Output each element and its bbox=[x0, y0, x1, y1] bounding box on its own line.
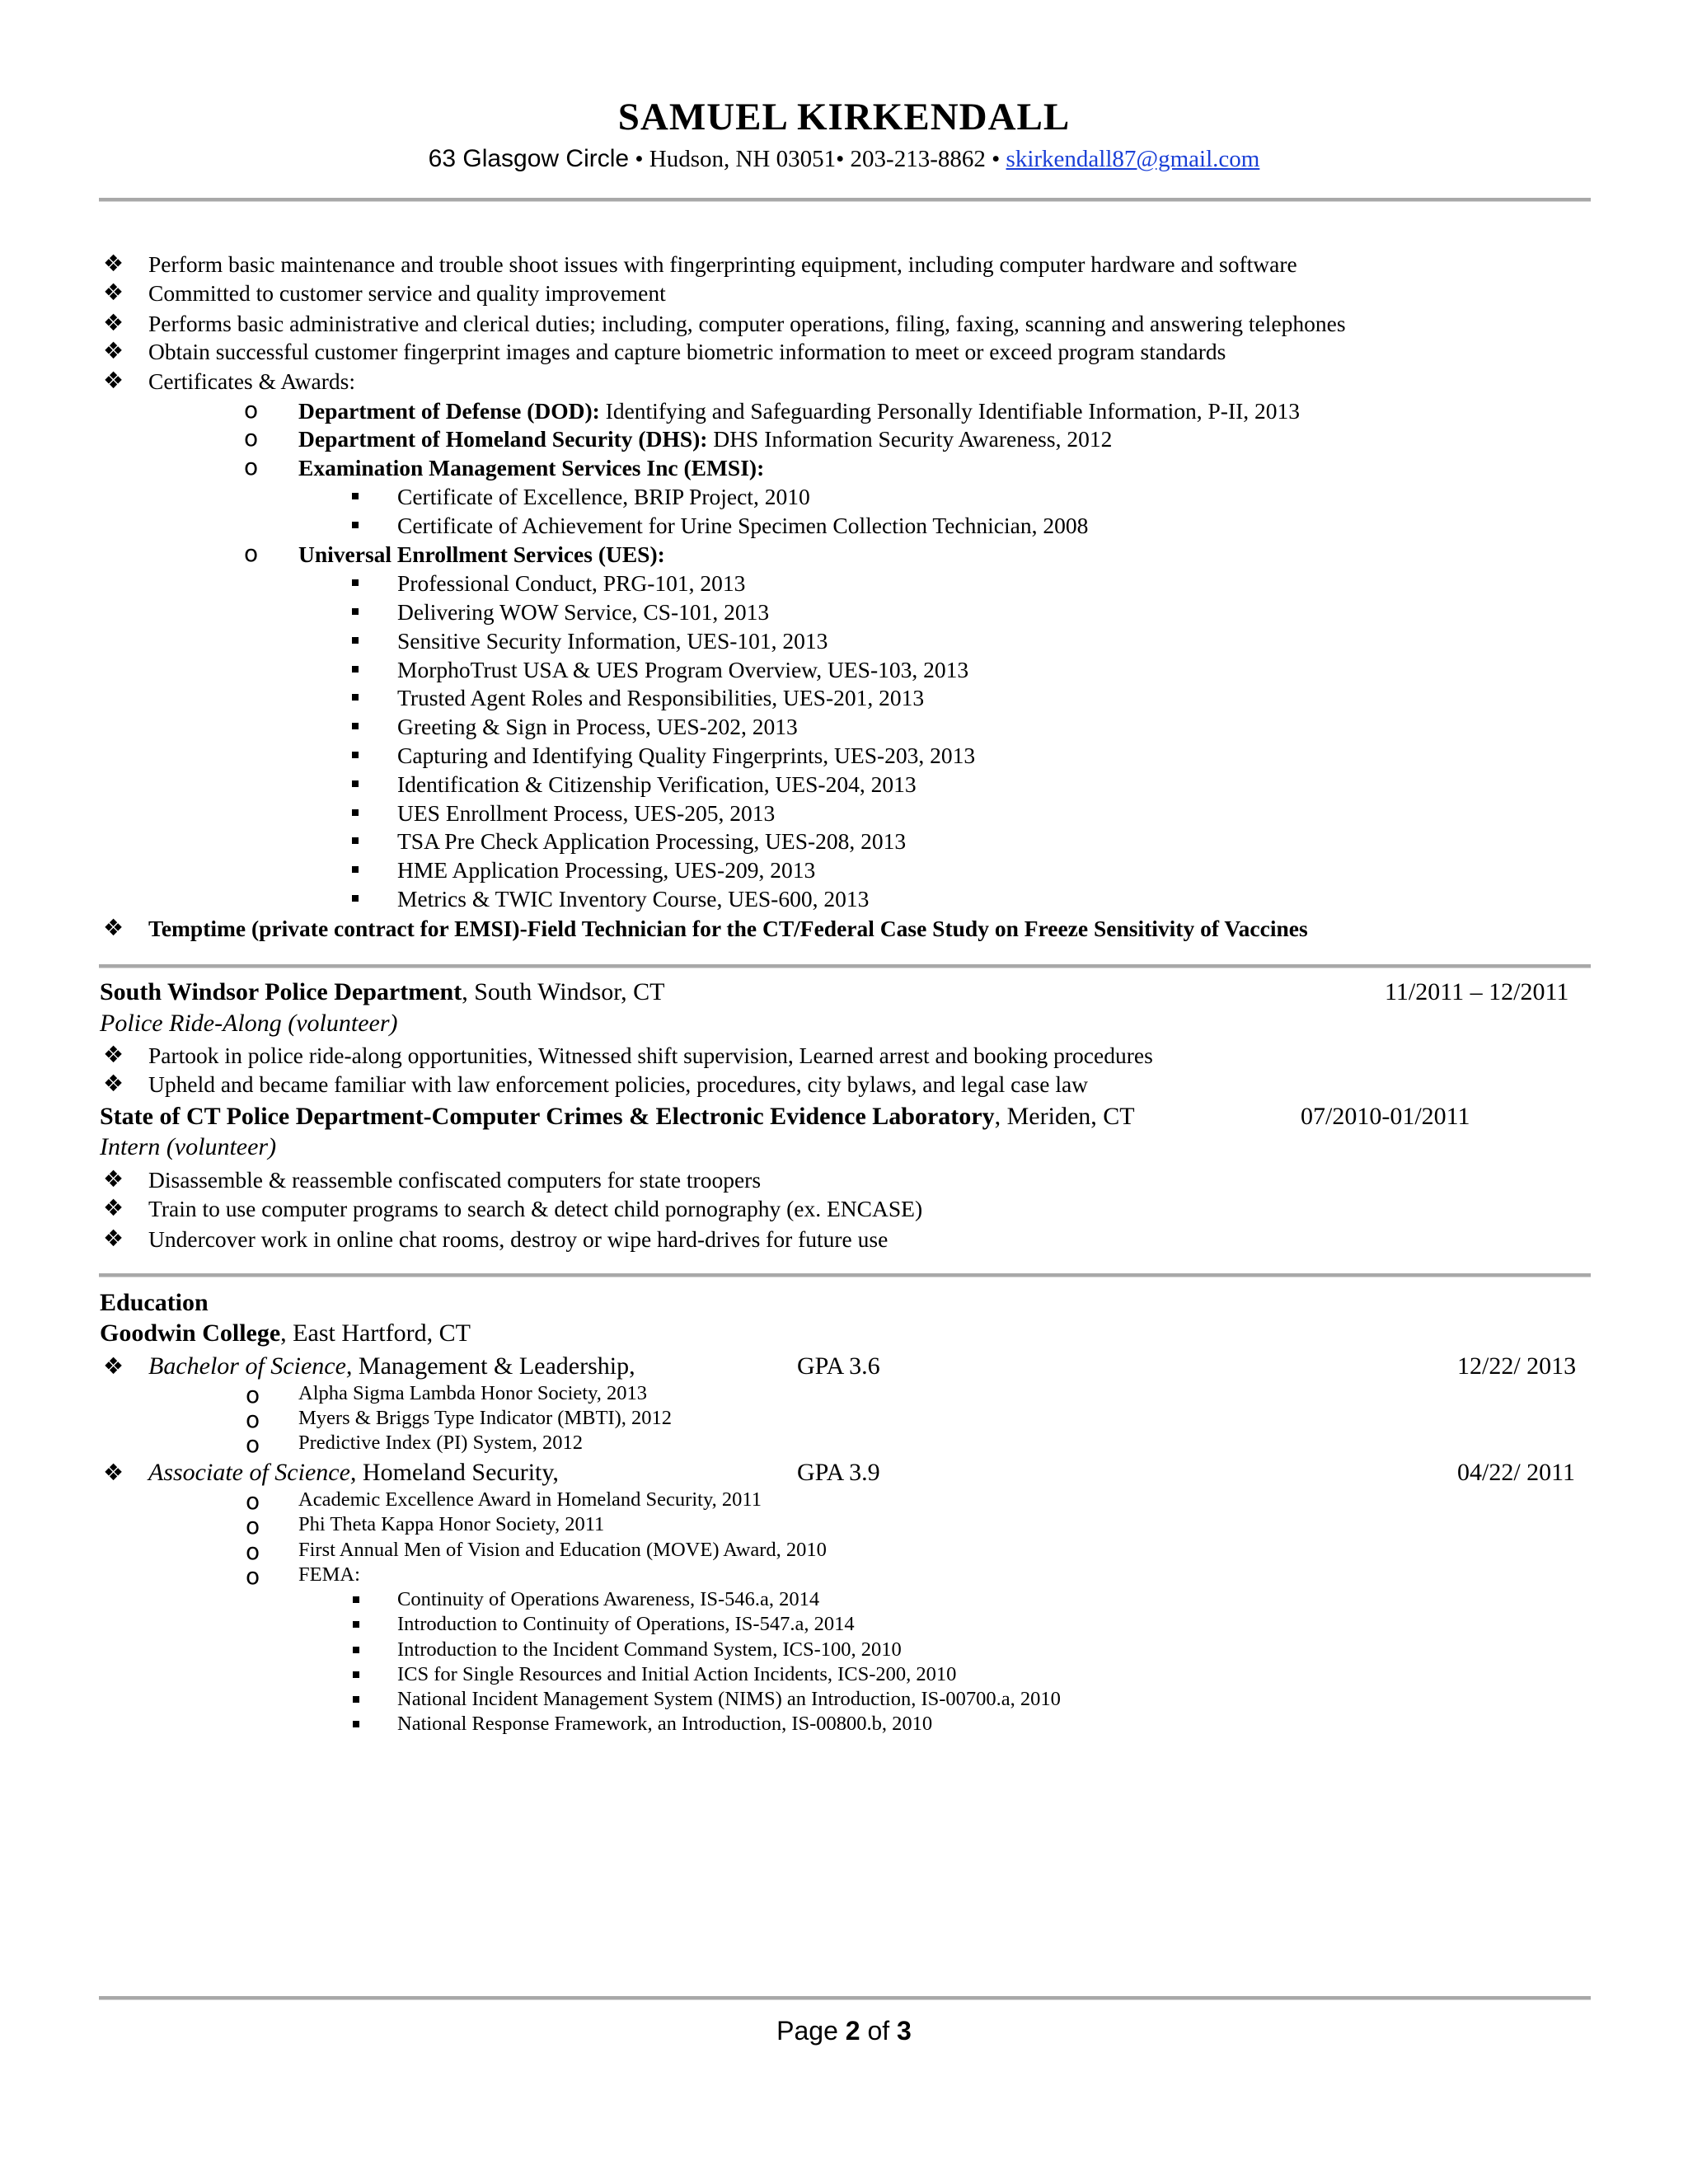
street-address: 63 Glasgow Circle bbox=[428, 145, 630, 172]
diamond-bullet-icon: ❖ bbox=[103, 337, 124, 364]
cert-subitem: Greeting & Sign in Process, UES-202, 2013 bbox=[397, 714, 798, 739]
square-bullet-icon bbox=[352, 780, 359, 787]
honor-item: Phi Theta Kappa Honor Society, 2011 bbox=[298, 1513, 605, 1535]
job-bullet: Upheld and became familiar with law enforcement policies, procedures, city bylaws, and legal case law bbox=[148, 1071, 1089, 1097]
diamond-bullet-icon: ❖ bbox=[103, 1459, 124, 1486]
degree-gpa: GPA 3.6 bbox=[797, 1352, 880, 1380]
footer-divider bbox=[99, 1996, 1591, 2000]
job-location: , Meriden, CT bbox=[994, 1103, 1135, 1130]
job-role: Police Ride-Along (volunteer) bbox=[100, 1010, 398, 1037]
cert-subitem: Certificate of Achievement for Urine Specimen Collection Technician, 2008 bbox=[397, 513, 1089, 538]
cert-org: Department of Defense (DOD): bbox=[298, 398, 600, 424]
employer-name: State of CT Police Department-Computer Crimes & Electronic Evidence Laboratory bbox=[100, 1103, 995, 1130]
cert-subitem: Trusted Agent Roles and Responsibilities, UES-201, 2013 bbox=[397, 685, 925, 710]
honor-item: FEMA: bbox=[298, 1563, 360, 1586]
square-bullet-icon bbox=[352, 723, 359, 729]
square-bullet-icon bbox=[352, 809, 359, 816]
circle-bullet-icon: o bbox=[244, 453, 259, 480]
page-of: of bbox=[860, 2016, 898, 2046]
job-heading bbox=[100, 980, 664, 1005]
diamond-bullet-icon: ❖ bbox=[103, 1070, 124, 1097]
cert-subitem: Sensitive Security Information, UES-101, 2013 bbox=[397, 628, 828, 654]
honor-item: Alpha Sigma Lambda Honor Society, 2013 bbox=[298, 1382, 648, 1404]
separator: • bbox=[836, 146, 851, 172]
degree-title: Associate of Science, bbox=[148, 1459, 357, 1486]
degree-field: Management & Leadership, bbox=[352, 1352, 635, 1380]
separator: • bbox=[985, 146, 1006, 172]
honor-item: First Annual Men of Vision and Education (MOVE) Award, 2010 bbox=[298, 1539, 827, 1561]
cert-subitem: UES Enrollment Process, UES-205, 2013 bbox=[397, 800, 776, 826]
fema-item: Introduction to the Incident Command System, ICS-100, 2010 bbox=[397, 1638, 902, 1661]
square-bullet-icon bbox=[352, 637, 359, 644]
job-dates: 07/2010-01/2011 bbox=[1301, 1103, 1470, 1130]
degree-line bbox=[148, 1460, 559, 1485]
cert-item bbox=[298, 400, 1300, 423]
duty-item: Certificates & Awards: bbox=[148, 368, 356, 394]
fema-item: Introduction to Continuity of Operations, IS-547.a, 2014 bbox=[397, 1613, 855, 1635]
cert-text: Identifying and Safeguarding Personally Identifiable Information, P-II, 2013 bbox=[599, 398, 1301, 424]
cert-subitem: Certificate of Excellence, BRIP Project, 2010 bbox=[397, 484, 810, 509]
diamond-bullet-icon: ❖ bbox=[103, 1165, 124, 1193]
square-bullet-icon bbox=[352, 608, 359, 615]
diamond-bullet-icon: ❖ bbox=[103, 914, 124, 941]
cert-org: Universal Enrollment Services (UES): bbox=[298, 541, 665, 567]
circle-bullet-icon: o bbox=[246, 1488, 260, 1515]
diamond-bullet-icon: ❖ bbox=[103, 279, 124, 306]
diamond-bullet-icon: ❖ bbox=[103, 367, 124, 394]
degree-field: Homeland Security, bbox=[356, 1459, 559, 1486]
diamond-bullet-icon: ❖ bbox=[103, 1225, 124, 1252]
diamond-bullet-icon: ❖ bbox=[103, 250, 124, 277]
circle-bullet-icon: o bbox=[246, 1538, 260, 1565]
diamond-bullet-icon: ❖ bbox=[103, 1041, 124, 1068]
cert-org: Department of Homeland Security (DHS): bbox=[298, 426, 708, 452]
job-bullet: Train to use computer programs to search & detect child pornography (ex. ENCASE) bbox=[148, 1196, 923, 1221]
duty-item: Perform basic maintenance and trouble shoot issues with fingerprinting equipment, including computer hardware and software bbox=[148, 251, 1297, 277]
duty-item: Performs basic administrative and clerical duties; including, computer operations, filing, faxing, scanning and answering telephones bbox=[148, 311, 1346, 336]
square-bullet-icon bbox=[352, 579, 359, 586]
degree-date: 12/22/ 2013 bbox=[1457, 1352, 1577, 1380]
square-bullet-icon bbox=[353, 1621, 359, 1628]
separator: • bbox=[629, 146, 649, 172]
square-bullet-icon bbox=[352, 522, 359, 528]
circle-bullet-icon: o bbox=[246, 1512, 260, 1540]
job-bullet: Partook in police ride-along opportunities, Witnessed shift supervision, Learned arrest and booking procedures bbox=[148, 1043, 1153, 1068]
circle-bullet-icon: o bbox=[246, 1406, 260, 1433]
square-bullet-icon bbox=[352, 493, 359, 499]
degree-line bbox=[148, 1354, 635, 1379]
page-label: Page bbox=[776, 2016, 846, 2046]
school-name: Goodwin College bbox=[100, 1319, 281, 1347]
circle-bullet-icon: o bbox=[246, 1563, 260, 1590]
candidate-name: SAMUEL KIRKENDALL bbox=[617, 96, 1071, 138]
job-bullet: Disassemble & reassemble confiscated computers for state troopers bbox=[148, 1167, 762, 1193]
duty-item: Committed to customer service and quality improvement bbox=[148, 280, 666, 306]
square-bullet-icon bbox=[352, 895, 359, 902]
cert-subitem: Identification & Citizenship Verification, UES-204, 2013 bbox=[397, 771, 917, 797]
square-bullet-icon bbox=[352, 837, 359, 844]
circle-bullet-icon: o bbox=[244, 424, 259, 452]
cert-item bbox=[298, 428, 1112, 451]
degree-gpa: GPA 3.9 bbox=[797, 1459, 880, 1486]
honor-item: Academic Excellence Award in Homeland Security, 2011 bbox=[298, 1488, 762, 1511]
cert-subitem: MorphoTrust USA & UES Program Overview, UES-103, 2013 bbox=[397, 657, 969, 682]
cert-subitem: Capturing and Identifying Quality Fingerprints, UES-203, 2013 bbox=[397, 743, 976, 768]
page-current: 2 bbox=[845, 2016, 860, 2046]
phone-number: 203-213-8862 bbox=[850, 146, 986, 172]
circle-bullet-icon: o bbox=[244, 540, 259, 567]
cert-subitem: Delivering WOW Service, CS-101, 2013 bbox=[397, 599, 770, 625]
section-divider bbox=[99, 198, 1591, 202]
job-dates: 11/2011 – 12/2011 bbox=[1385, 978, 1569, 1005]
cert-subitem: TSA Pre Check Application Processing, UES-208, 2013 bbox=[397, 828, 907, 854]
square-bullet-icon bbox=[352, 752, 359, 758]
square-bullet-icon bbox=[352, 666, 359, 673]
degree-title: Bachelor of Science, bbox=[148, 1352, 353, 1380]
city-state-zip: Hudson, NH 03051 bbox=[649, 146, 837, 172]
circle-bullet-icon: o bbox=[246, 1381, 260, 1408]
square-bullet-icon bbox=[352, 694, 359, 701]
contact-line bbox=[0, 145, 1688, 173]
employer-name: South Windsor Police Department bbox=[100, 978, 462, 1005]
square-bullet-icon bbox=[352, 866, 359, 873]
duty-item: Obtain successful customer fingerprint images and capture biometric information to meet or exceed program standards bbox=[148, 339, 1226, 364]
email-link[interactable]: skirkendall87@gmail.com bbox=[1006, 146, 1260, 172]
diamond-bullet-icon: ❖ bbox=[103, 1352, 124, 1380]
cert-text: DHS Information Security Awareness, 2012 bbox=[707, 426, 1113, 452]
diamond-bullet-icon: ❖ bbox=[103, 1194, 124, 1221]
diamond-bullet-icon: ❖ bbox=[103, 309, 124, 336]
section-divider bbox=[99, 1273, 1591, 1277]
job-heading bbox=[100, 1104, 1135, 1129]
circle-bullet-icon: o bbox=[246, 1431, 260, 1458]
job-location: , South Windsor, CT bbox=[462, 978, 665, 1005]
degree-date: 04/22/ 2011 bbox=[1457, 1459, 1576, 1486]
circle-bullet-icon: o bbox=[244, 396, 259, 424]
square-bullet-icon bbox=[353, 1596, 359, 1603]
cert-subitem: Metrics & TWIC Inventory Course, UES-600, 2013 bbox=[397, 886, 870, 912]
honor-item: Myers & Briggs Type Indicator (MBTI), 2012 bbox=[298, 1407, 673, 1429]
page-number bbox=[0, 2016, 1688, 2046]
temptime-item: Temptime (private contract for EMSI)-Field Technician for the CT/Federal Case Study on Freeze Sensitivity of Vaccines bbox=[148, 916, 1308, 941]
cert-org: Examination Management Services Inc (EMSI): bbox=[298, 455, 765, 480]
section-heading-education: Education bbox=[100, 1289, 209, 1316]
square-bullet-icon bbox=[353, 1721, 359, 1727]
square-bullet-icon bbox=[353, 1696, 359, 1703]
cert-subitem: Professional Conduct, PRG-101, 2013 bbox=[397, 570, 746, 596]
cert-subitem: HME Application Processing, UES-209, 2013 bbox=[397, 857, 816, 883]
job-bullet: Undercover work in online chat rooms, destroy or wipe hard-drives for future use bbox=[148, 1226, 889, 1252]
section-divider bbox=[99, 964, 1591, 968]
fema-item: National Response Framework, an Introduction, IS-00800.b, 2010 bbox=[397, 1713, 933, 1735]
fema-item: Continuity of Operations Awareness, IS-546.a, 2014 bbox=[397, 1588, 820, 1610]
square-bullet-icon bbox=[353, 1647, 359, 1653]
job-role: Intern (volunteer) bbox=[100, 1133, 277, 1160]
page-total: 3 bbox=[897, 2016, 912, 2046]
fema-item: National Incident Management System (NIMS) an Introduction, IS-00700.a, 2010 bbox=[397, 1688, 1061, 1710]
square-bullet-icon bbox=[353, 1671, 359, 1678]
honor-item: Predictive Index (PI) System, 2012 bbox=[298, 1432, 583, 1454]
school-line bbox=[100, 1321, 471, 1346]
school-location: , East Hartford, CT bbox=[280, 1319, 471, 1347]
fema-item: ICS for Single Resources and Initial Action Incidents, ICS-200, 2010 bbox=[397, 1663, 957, 1685]
